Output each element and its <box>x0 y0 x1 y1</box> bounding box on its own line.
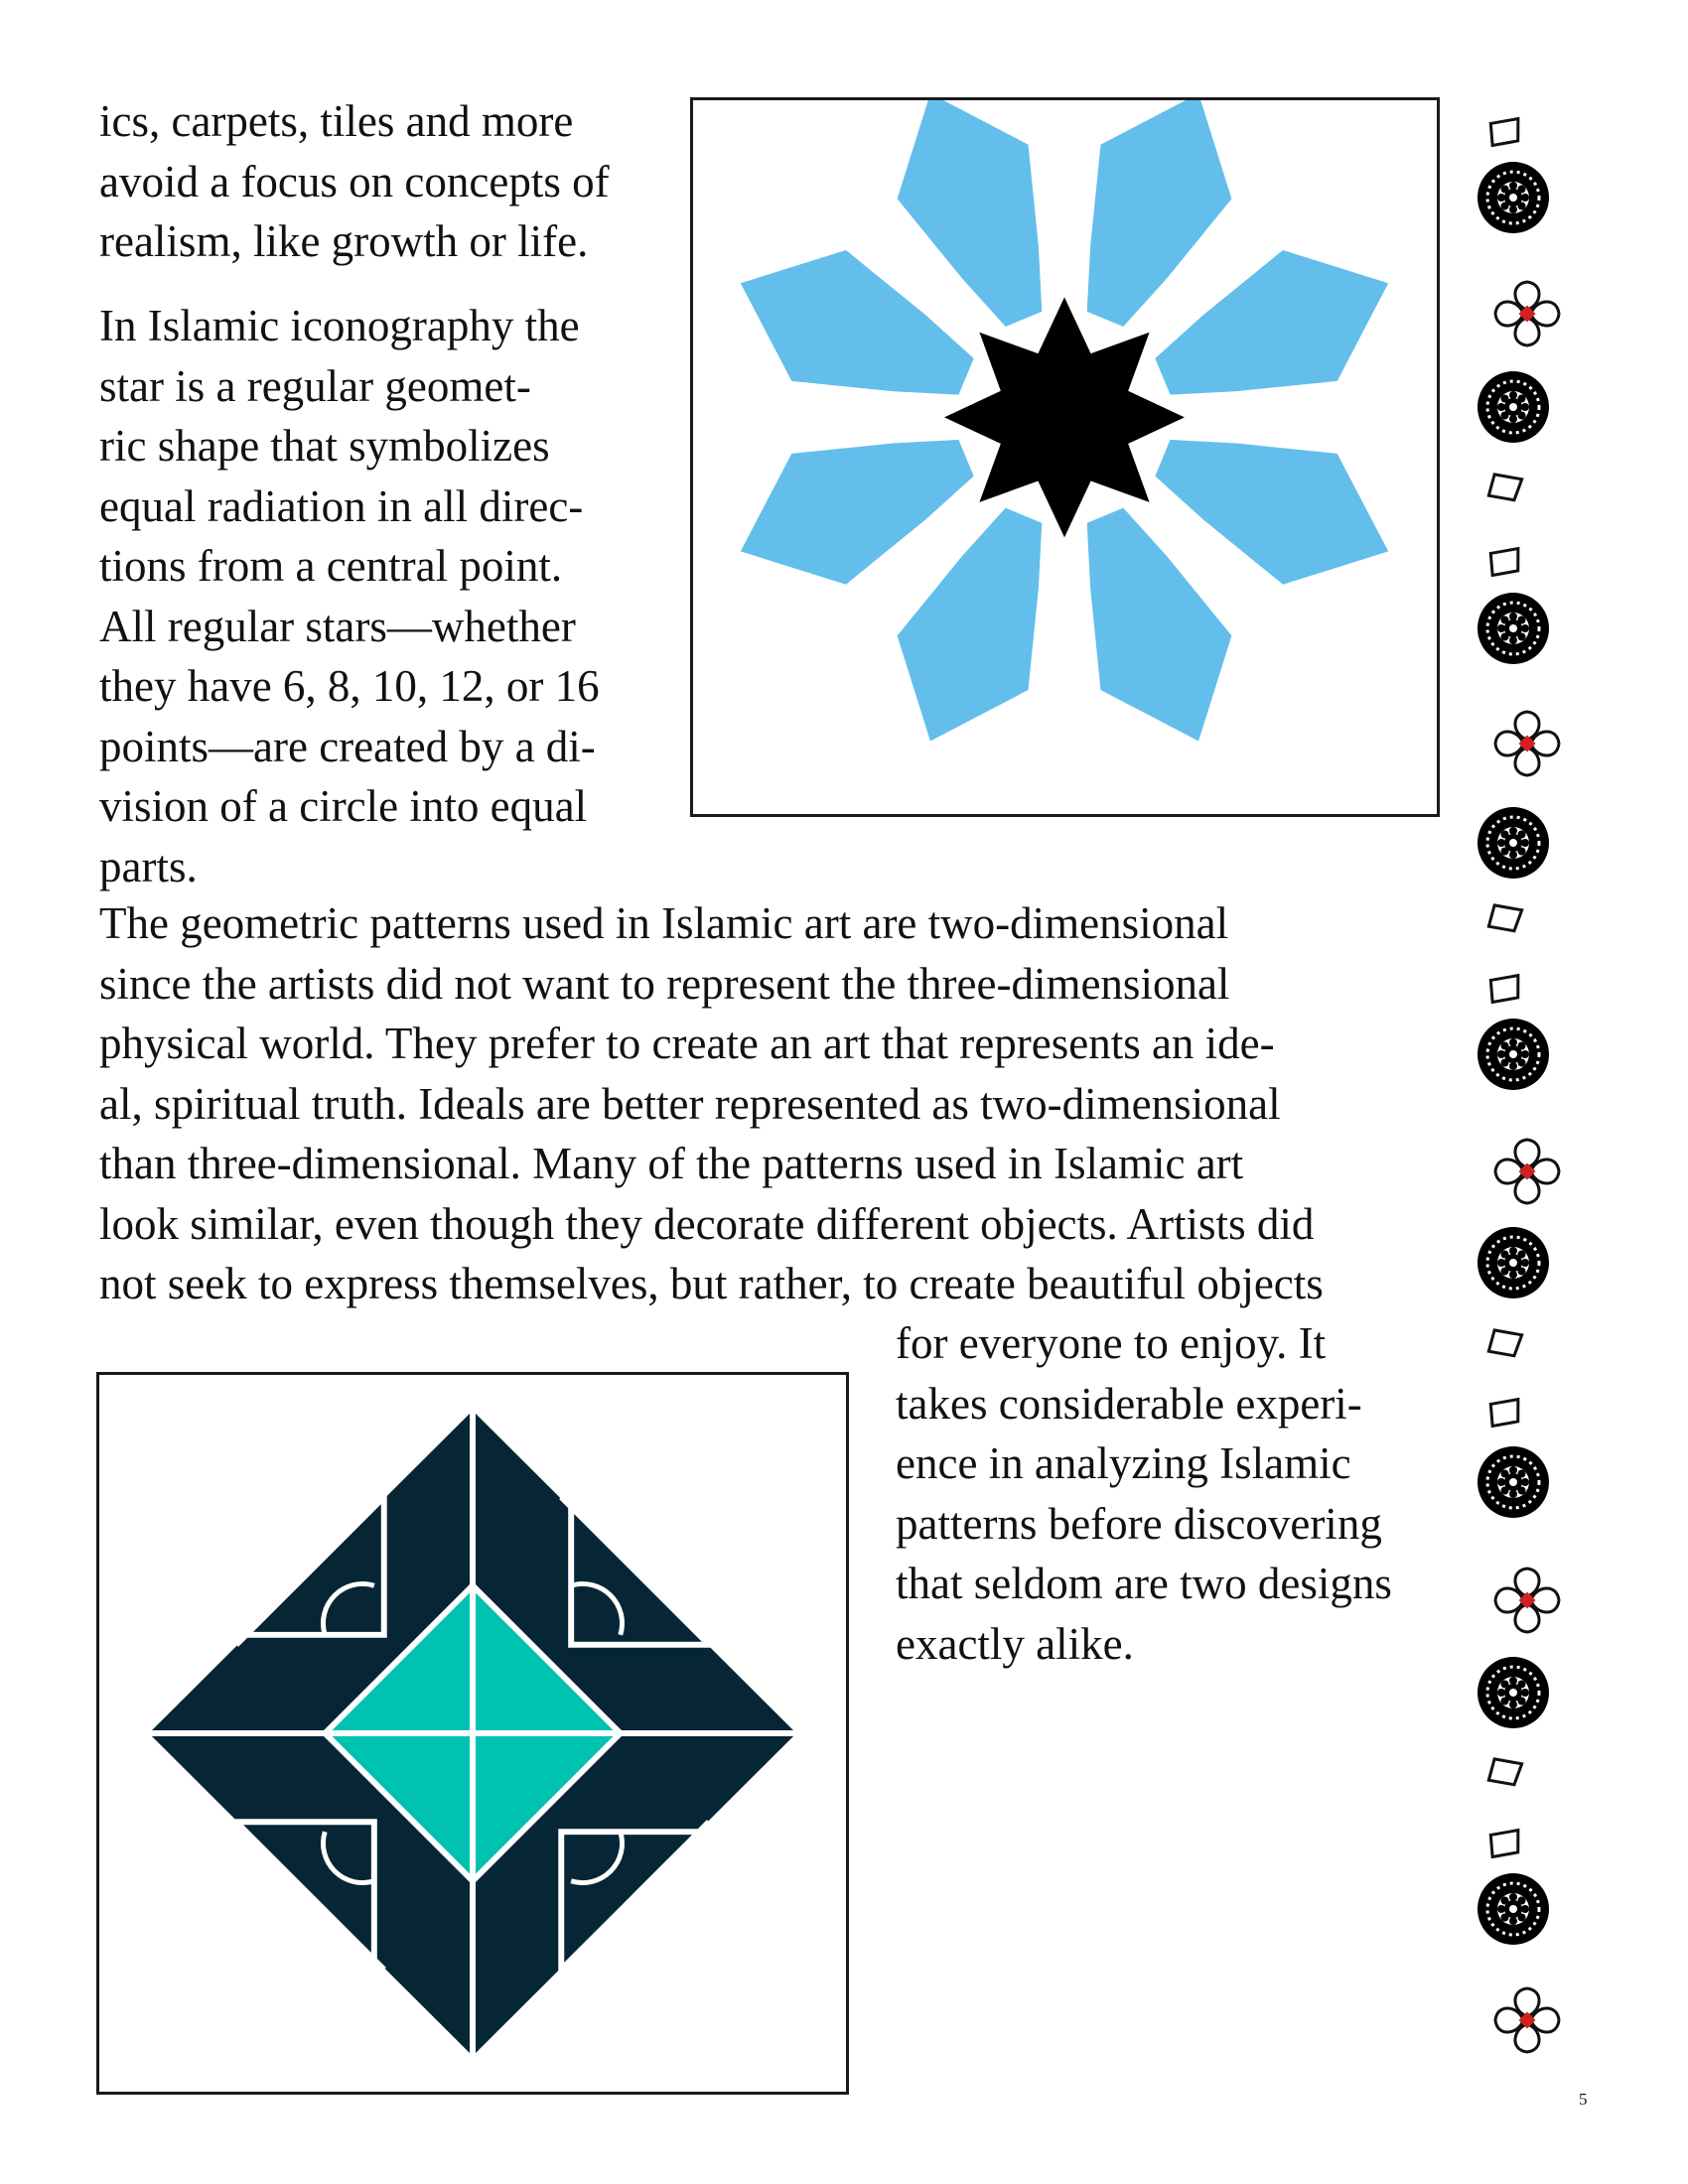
rhombus-ornament <box>1488 976 1521 1003</box>
text-line: All regular stars—whether <box>99 601 576 651</box>
star-petal <box>741 440 974 585</box>
text-line: The geometric patterns used in Islamic art are two-dimensional <box>99 898 1229 948</box>
rosette-ornament <box>1477 371 1549 443</box>
rhombus-ornament <box>1488 1400 1521 1427</box>
star-petal <box>1155 250 1388 395</box>
rhombus-ornament <box>1488 905 1521 932</box>
paragraph-continuation <box>896 1313 1392 1674</box>
star-petal <box>898 100 1043 327</box>
text-line: ics, carpets, tiles and more <box>99 96 574 146</box>
text-line: that seldom are two designs <box>896 1559 1392 1608</box>
text-line: avoid a focus on concepts of <box>99 156 610 206</box>
star-petal <box>1087 508 1232 742</box>
eight-point-star-center <box>944 297 1185 537</box>
text-line: vision of a circle into equal <box>99 781 588 831</box>
star-petal <box>898 508 1043 742</box>
star-tile-illustration <box>690 97 1440 817</box>
corner-motif <box>236 1822 374 1960</box>
text-line: points—are created by a di- <box>99 721 596 771</box>
quatrefoil-ornament <box>1495 282 1559 345</box>
rhombus-ornament <box>1488 1831 1521 1857</box>
rhombus-ornament <box>1488 1330 1521 1357</box>
rosette-ornament <box>1477 807 1549 879</box>
star-petal <box>1155 440 1388 585</box>
text-line: they have 6, 8, 10, 12, or 16 <box>99 661 600 711</box>
text-line: tions from a central point. <box>99 541 563 591</box>
text-line: than three-dimensional. Many of the patterns used in Islamic art <box>99 1139 1244 1188</box>
quatrefoil-ornament <box>1495 1569 1559 1632</box>
rosette-ornament <box>1477 1227 1549 1298</box>
paragraph-star-iconography <box>99 296 600 896</box>
text-line: look similar, even though they decorate different objects. Artists did <box>99 1198 1315 1249</box>
corner-motif <box>561 1832 699 1970</box>
rhombus-ornament <box>1488 119 1521 146</box>
rosette-ornament <box>1477 1019 1549 1090</box>
ornament-border-strip <box>1460 99 1579 2095</box>
text-line: al, spiritual truth. Ideals are better represented as two-dimensional <box>99 1078 1281 1129</box>
rosette-ornament <box>1477 1657 1549 1728</box>
text-line: not seek to express themselves, but rather, to create beautiful objects <box>99 1259 1324 1308</box>
star-petal <box>1087 100 1232 327</box>
text-line: since the artists did not want to represent the three-dimensional <box>99 958 1230 1009</box>
text-line: takes considerable experi- <box>896 1378 1362 1429</box>
rosette-ornament <box>1477 162 1549 233</box>
text-line: star is a regular geomet- <box>99 360 531 411</box>
diamond-tile-svg <box>99 1375 846 2092</box>
rhombus-ornament <box>1488 1759 1521 1786</box>
text-line: physical world. They prefer to create an art that represents an ide- <box>99 1019 1275 1068</box>
rhombus-ornament <box>1488 475 1521 501</box>
paragraph-intro-continued <box>99 91 610 272</box>
diamond-pattern <box>145 1407 801 2061</box>
page-number: 5 <box>1579 2090 1588 2109</box>
rosette-ornament <box>1477 1446 1549 1518</box>
text-line: realism, like growth or life. <box>99 216 589 266</box>
text-line: for everyone to enjoy. It <box>896 1318 1327 1368</box>
text-line: ric shape that symbolizes <box>99 421 550 471</box>
star-tile-svg <box>693 100 1437 814</box>
rosette-ornament <box>1477 1873 1549 1945</box>
diamond-tile-illustration <box>96 1372 849 2095</box>
text-line: equal radiation in all direc- <box>99 480 584 531</box>
rhombus-ornament <box>1488 549 1521 576</box>
text-line: exactly alike. <box>896 1618 1134 1669</box>
text-line: patterns before discovering <box>896 1498 1382 1549</box>
corner-motif <box>246 1497 384 1635</box>
star-petal <box>741 250 974 395</box>
text-line: ence in analyzing Islamic <box>896 1438 1351 1488</box>
paragraph-two-dimensional <box>99 893 1324 1314</box>
quatrefoil-ornament <box>1495 1140 1559 1203</box>
corner-motif <box>571 1507 709 1645</box>
text-line: In Islamic iconography the <box>99 301 580 350</box>
quatrefoil-ornament <box>1495 712 1559 775</box>
quatrefoil-ornament <box>1495 1988 1559 2052</box>
rosette-ornament <box>1477 593 1549 664</box>
text-line: parts. <box>99 841 198 891</box>
